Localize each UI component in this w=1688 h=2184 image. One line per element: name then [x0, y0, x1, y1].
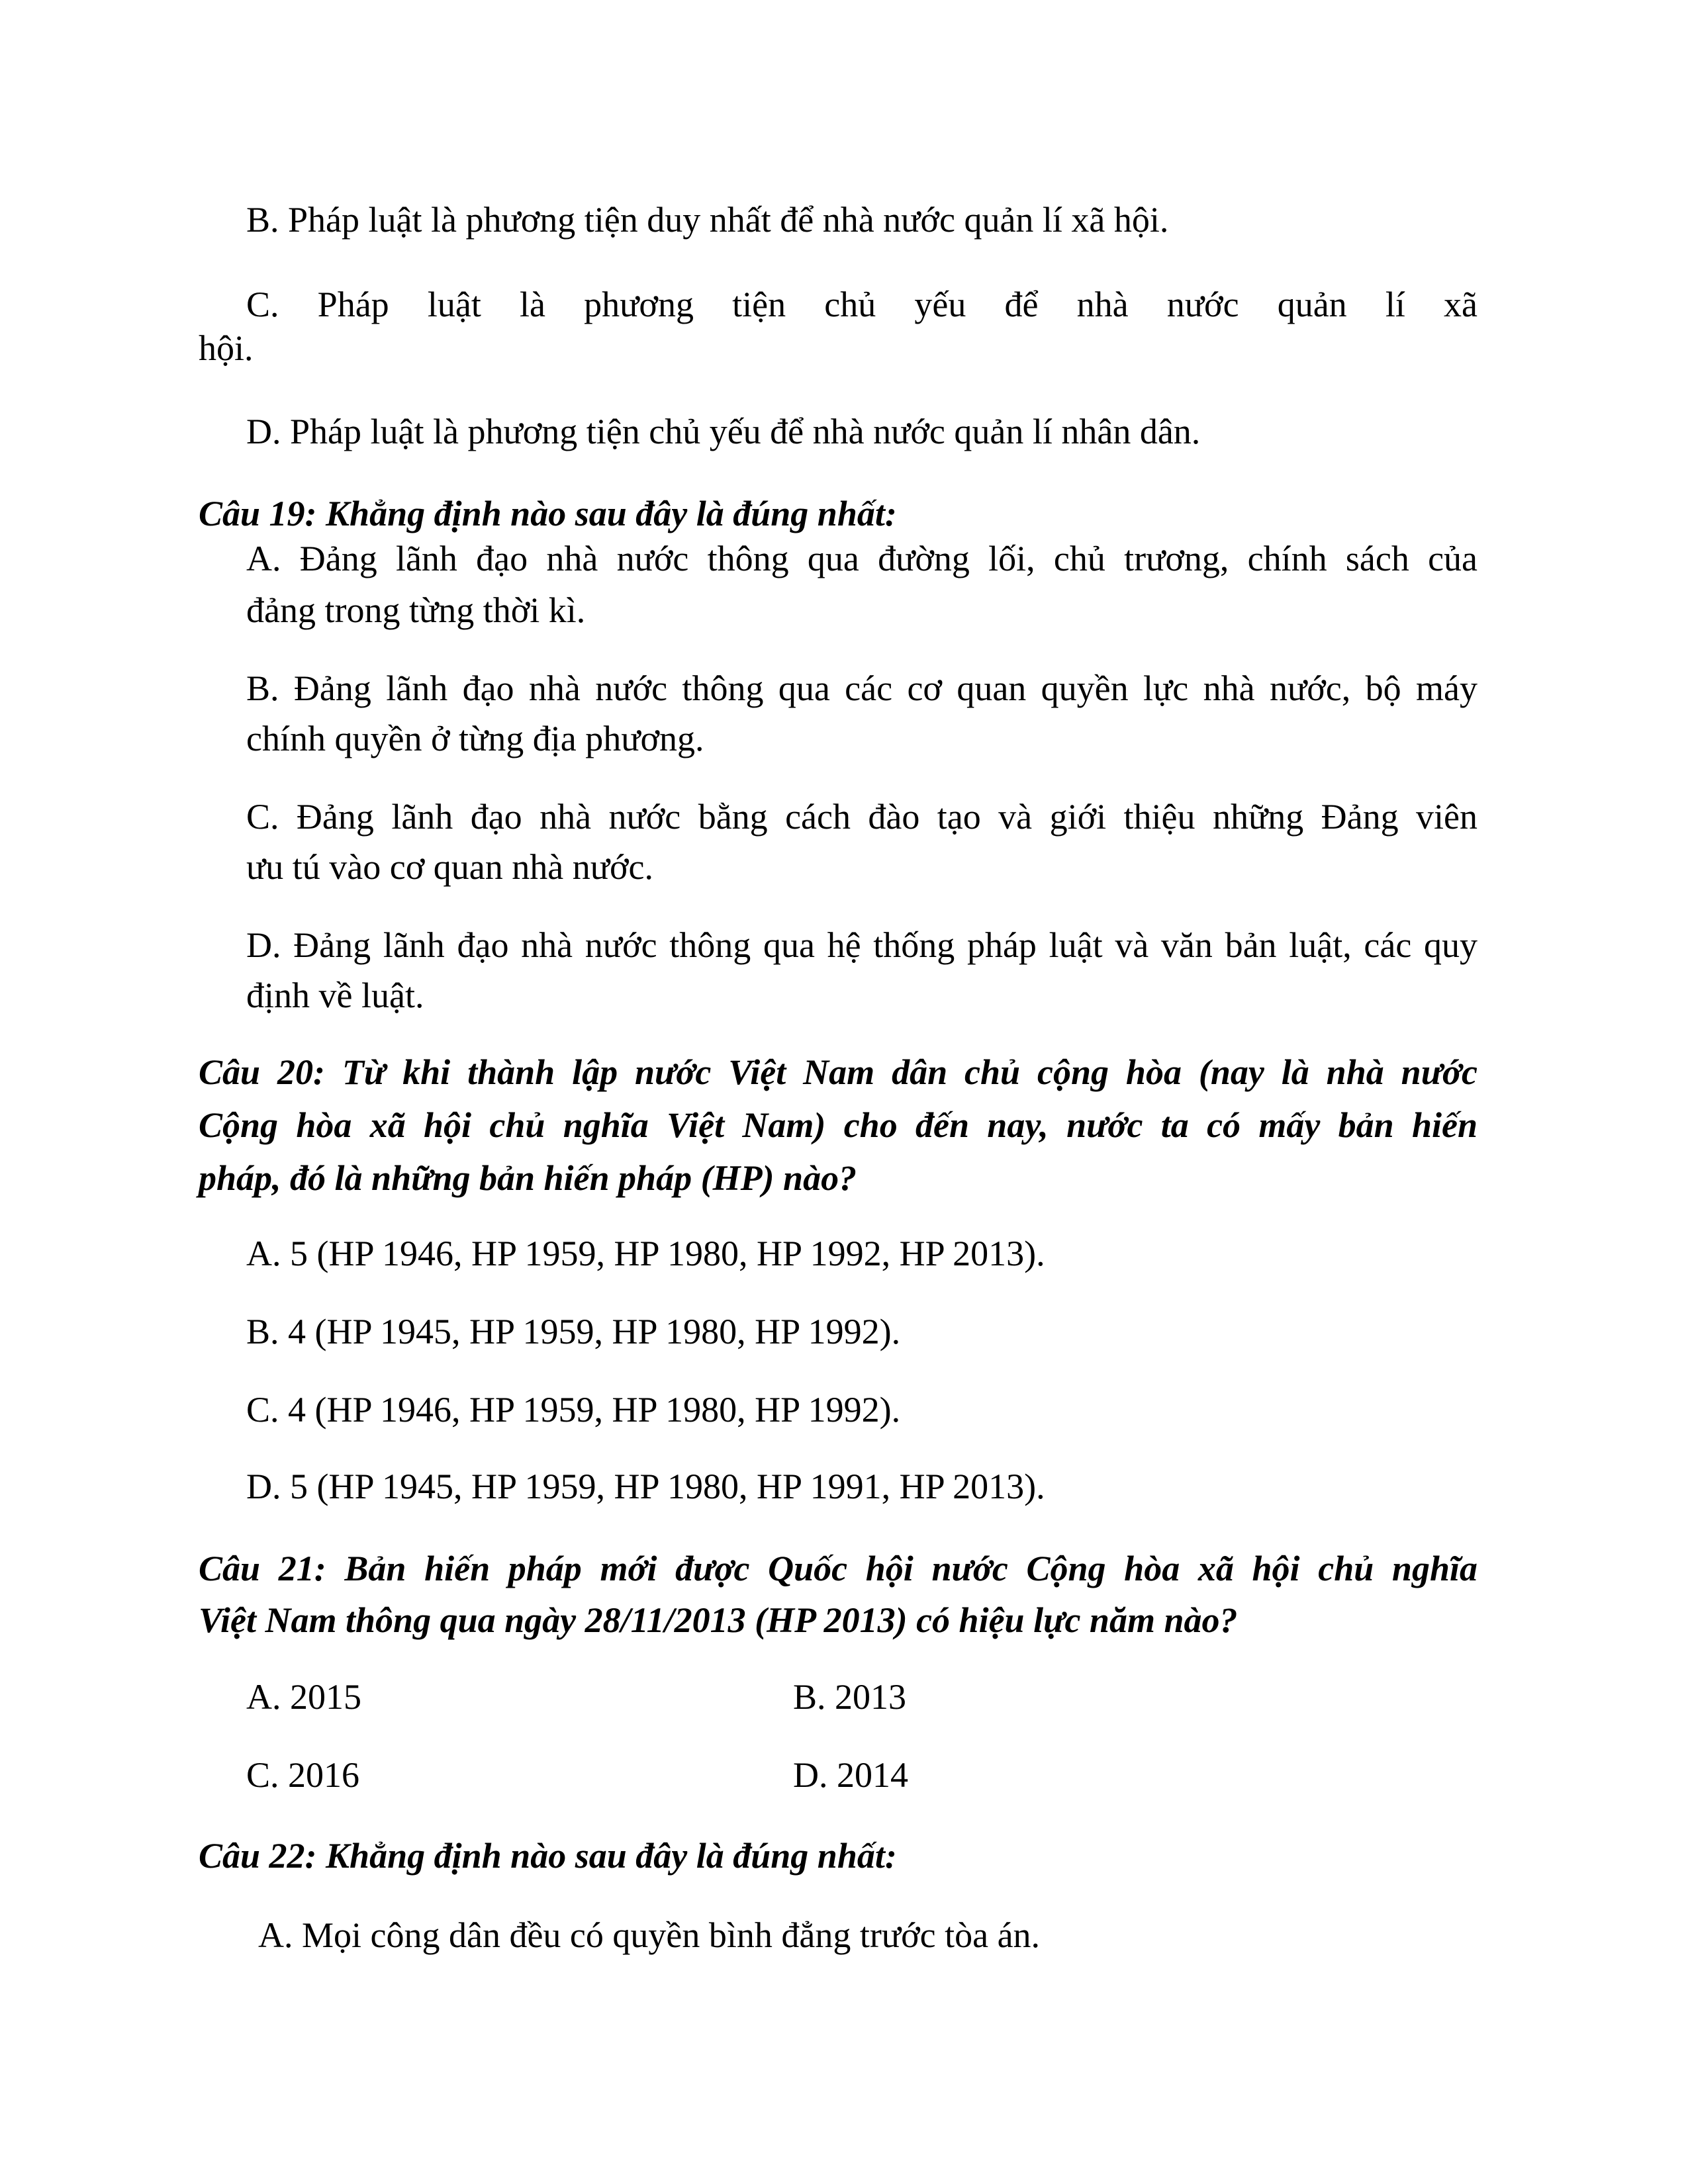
question-19-title: Câu 19: Khẳng định nào sau đây là đúng nhất: — [199, 494, 897, 533]
question-19-option-d: D. Đảng lãnh đạo nhà nước thông qua hệ thống pháp luật và văn bản luật, các quy — [246, 925, 1477, 965]
question-21-title-line-1: Câu 21: Bản hiến pháp mới được Quốc hội nước Cộng hòa xã hội chủ nghĩa — [199, 1549, 1477, 1588]
option-b: B. Pháp luật là phương tiện duy nhất để nhà nước quản lí xã hội. — [246, 200, 1169, 240]
option-d: D. Pháp luật là phương tiện chủ yếu để nhà nước quản lí nhân dân. — [246, 412, 1201, 451]
question-20-option-d: D. 5 (HP 1945, HP 1959, HP 1980, HP 1991, HP 2013). — [246, 1467, 1045, 1506]
option-c-continuation: hội. — [199, 328, 254, 368]
question-20-option-a: A. 5 (HP 1946, HP 1959, HP 1980, HP 1992, HP 2013). — [246, 1234, 1045, 1273]
question-19-option-b-continuation: chính quyền ở từng địa phương. — [246, 719, 704, 758]
question-19-option-c-continuation: ưu tú vào cơ quan nhà nước. — [246, 847, 653, 887]
question-19-option-b: B. Đảng lãnh đạo nhà nước thông qua các cơ quan quyền lực nhà nước, bộ máy — [246, 668, 1477, 708]
question-20-title-line-3: pháp, đó là những bản hiến pháp (HP) nào? — [199, 1158, 857, 1198]
question-20-option-c: C. 4 (HP 1946, HP 1959, HP 1980, HP 1992). — [246, 1390, 901, 1430]
question-19-option-a-continuation: đảng trong từng thời kì. — [246, 590, 586, 630]
question-22-title: Câu 22: Khẳng định nào sau đây là đúng nhất: — [199, 1836, 897, 1876]
question-21-option-b: B. 2013 — [793, 1677, 907, 1717]
option-c: C. Pháp luật là phương tiện chủ yếu để nhà nước quản lí xã — [246, 285, 1477, 324]
question-21-option-c: C. 2016 — [246, 1755, 360, 1795]
question-20-title-line-2: Cộng hòa xã hội chủ nghĩa Việt Nam) cho đến nay, nước ta có mấy bản hiến — [199, 1105, 1477, 1145]
question-19-option-d-continuation: định về luật. — [246, 976, 424, 1015]
question-22-option-a: A. Mọi công dân đều có quyền bình đẳng trước tòa án. — [258, 1915, 1041, 1955]
question-21-option-d: D. 2014 — [793, 1755, 908, 1795]
document-page — [199, 0, 1477, 2184]
question-20-title-line-1: Câu 20: Từ khi thành lập nước Việt Nam dân chủ cộng hòa (nay là nhà nước — [199, 1052, 1477, 1092]
question-21-option-a: A. 2015 — [246, 1677, 361, 1717]
question-21-title-line-2: Việt Nam thông qua ngày 28/11/2013 (HP 2013) có hiệu lực năm nào? — [199, 1600, 1238, 1640]
question-19-option-a: A. Đảng lãnh đạo nhà nước thông qua đường lối, chủ trương, chính sách của — [246, 539, 1477, 578]
question-19-option-c: C. Đảng lãnh đạo nhà nước bằng cách đào tạo và giới thiệu những Đảng viên — [246, 797, 1477, 837]
question-20-option-b: B. 4 (HP 1945, HP 1959, HP 1980, HP 1992). — [246, 1312, 901, 1351]
